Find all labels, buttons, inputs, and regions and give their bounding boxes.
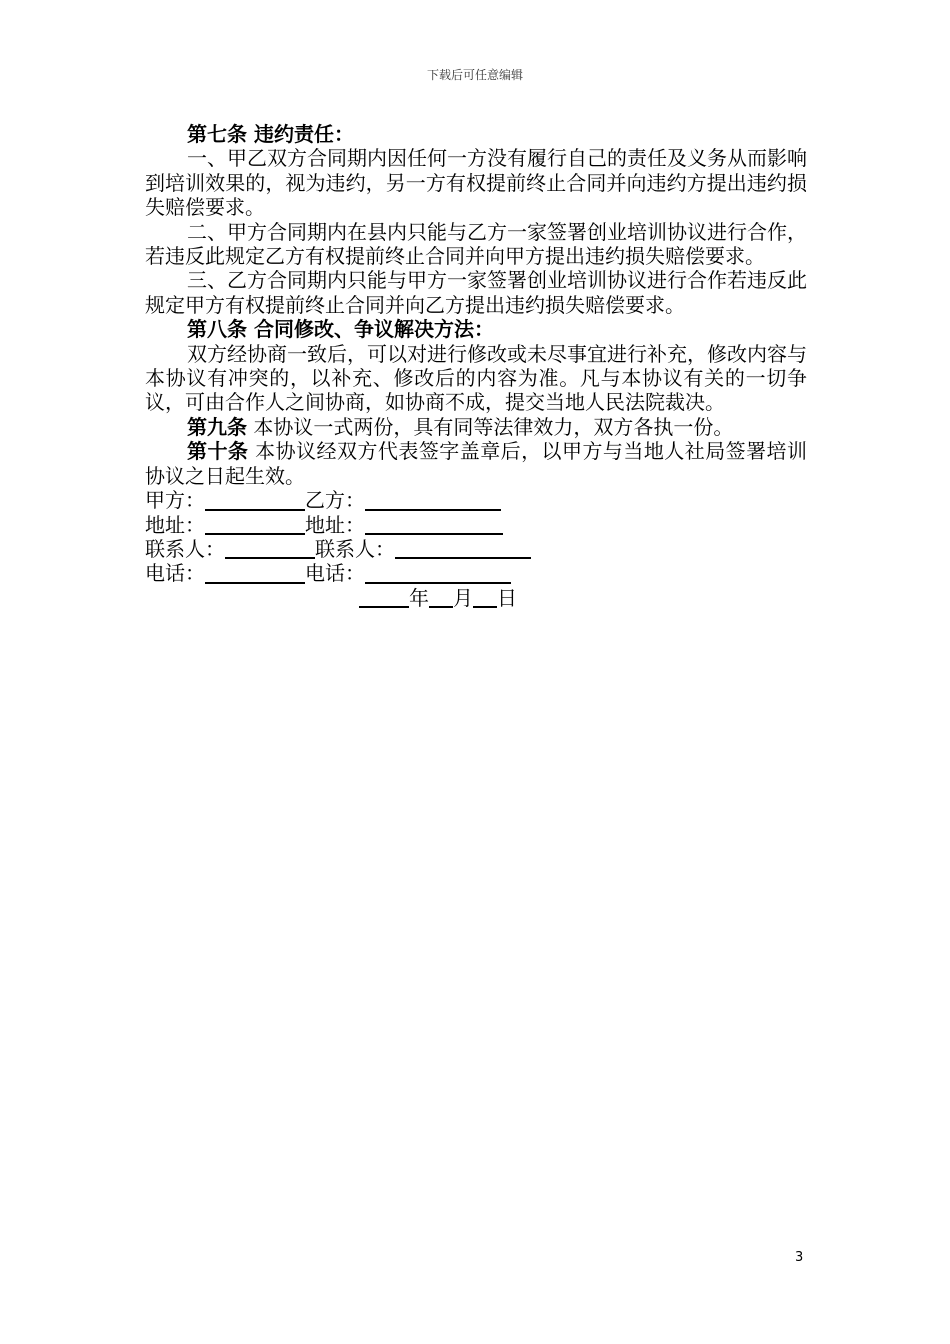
party-a-field[interactable] [205,489,305,511]
address-b-field[interactable] [365,513,503,535]
phone-b-field[interactable] [365,562,511,584]
article-7-title: 第七条 违约责任： [187,122,354,146]
party-a-label: 甲方： [145,488,205,513]
year-field[interactable] [359,586,409,608]
month-field[interactable] [429,586,453,608]
article-10 [145,439,807,488]
article-9-title: 第九条 [187,414,247,439]
page-header: 下载后可任意编辑 [426,68,523,82]
contact-a-label: 联系人： [145,536,225,561]
contact-a-field[interactable] [225,537,315,559]
article-9-text: 本协议一式两份，具有同等法律效力，双方各执一份。 [247,414,734,439]
phone-a-label: 电话： [145,561,205,586]
article-9 [145,415,807,439]
signature-date [145,586,807,610]
month-label: 月 [453,585,473,610]
signature-row-address [145,513,807,537]
address-b-label: 地址： [305,512,365,537]
article-7-item-2: 二、甲方合同期内在县内只能与乙方一家签署创业培训协议进行合作，若违反此规定乙方有权提前终止合同并向甲方提出违约损失赔偿要求。 [145,219,807,269]
signature-row-contact [145,537,807,561]
document-body [145,122,807,610]
signature-row-phone [145,561,807,585]
day-label: 日 [497,585,517,610]
article-10-title: 第十条 [187,439,249,464]
contact-b-field[interactable] [395,537,531,559]
article-7-item-3: 三、乙方合同期内只能与甲方一家签署创业培训协议进行合作若违反此规定甲方有权提前终止合同并向乙方提出违约损失赔偿要求。 [145,268,807,317]
party-b-field[interactable] [365,489,501,511]
article-8-title: 第八条 合同修改、争议解决方法： [187,317,494,342]
contact-b-label: 联系人： [315,536,395,561]
page-number: 3 [795,1250,804,1265]
party-b-label: 乙方： [305,488,365,513]
article-8-text: 双方经协商一致后，可以对进行修改或未尽事宜进行补充，修改内容与本协议有冲突的，以补充、修改后的内容为准。凡与本协议有关的一切争议，可由合作人之间协商，如协商不成，提交当地人民法院裁决。 [145,341,807,415]
day-field[interactable] [473,586,497,608]
phone-b-label: 电话： [305,561,365,586]
address-a-field[interactable] [205,513,305,535]
article-7-item-1: 一、甲乙双方合同期内因任何一方没有履行自己的责任及义务从而影响到培训效果的，视为违约，另一方有权提前终止合同并向违约方提出违约损失赔偿要求。 [145,146,807,220]
signature-row-party [145,488,807,512]
address-a-label: 地址： [145,512,205,537]
year-label: 年 [409,585,429,610]
phone-a-field[interactable] [205,562,305,584]
article-10-text: 本协议经双方代表签字盖章后，以甲方与当地人社局签署培训协议之日起生效。 [145,439,808,488]
